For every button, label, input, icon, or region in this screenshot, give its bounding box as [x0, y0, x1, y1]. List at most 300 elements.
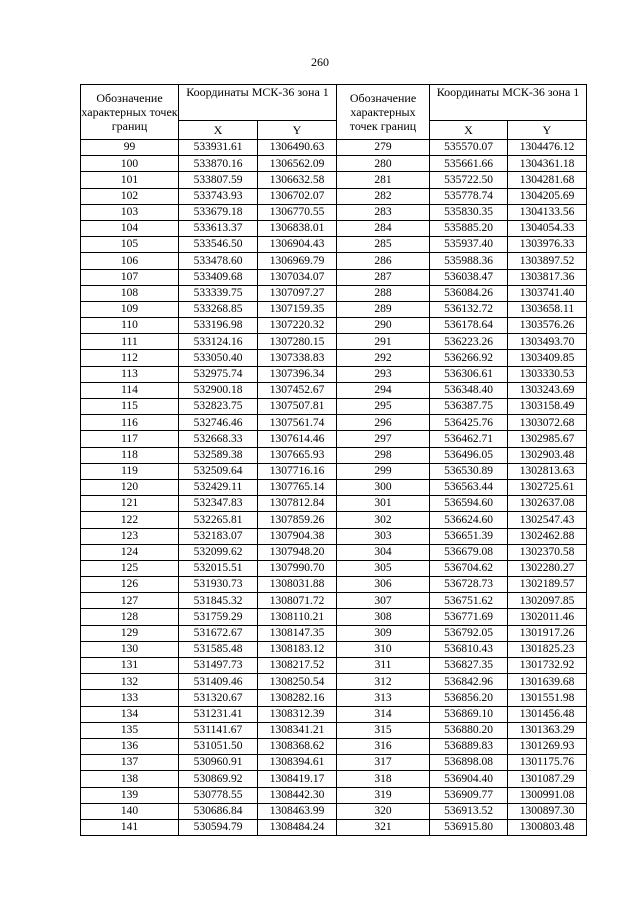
- y-right-cell: 1301456.48: [508, 706, 587, 722]
- table-row: [81, 447, 587, 463]
- x-left-cell: 532668.33: [179, 431, 258, 447]
- x-right-cell: 536306.61: [430, 366, 508, 382]
- y-right-cell: 1303243.69: [508, 382, 587, 398]
- y-left-cell: 1308110.21: [258, 609, 337, 625]
- point-id-right-cell: 297: [337, 431, 430, 447]
- y-right-cell: 1302370.58: [508, 544, 587, 560]
- x-left-cell: 532823.75: [179, 399, 258, 415]
- y-left-cell: 1306702.07: [258, 188, 337, 204]
- point-id-right-cell: 286: [337, 253, 430, 269]
- x-left-cell: 531320.67: [179, 690, 258, 706]
- y-left-cell: 1308312.39: [258, 706, 337, 722]
- point-label-header-right: Обозначение характерных точек границ: [337, 85, 430, 140]
- y-left-cell: 1308463.99: [258, 803, 337, 819]
- y-left-cell: 1307034.07: [258, 269, 337, 285]
- point-id-left-cell: 130: [81, 641, 179, 657]
- x-right-cell: 536889.83: [430, 738, 508, 754]
- y-right-cell: 1302462.88: [508, 528, 587, 544]
- x-right-cell: 536178.64: [430, 318, 508, 334]
- point-id-left-cell: 110: [81, 318, 179, 334]
- x-right-cell: 536904.40: [430, 771, 508, 787]
- point-id-right-cell: 321: [337, 819, 430, 835]
- y-left-cell: 1307904.38: [258, 528, 337, 544]
- x-left-cell: 533870.16: [179, 156, 258, 172]
- point-id-left-cell: 104: [81, 220, 179, 236]
- point-id-left-cell: 114: [81, 382, 179, 398]
- table-row: [81, 528, 587, 544]
- table-row: [81, 431, 587, 447]
- y-right-cell: 1304361.18: [508, 156, 587, 172]
- point-id-left-cell: 102: [81, 188, 179, 204]
- table-row: [81, 237, 587, 253]
- table-row: [81, 301, 587, 317]
- table-row: [81, 690, 587, 706]
- x-right-cell: 536084.26: [430, 285, 508, 301]
- table-row: [81, 706, 587, 722]
- x-right-cell: 536223.26: [430, 334, 508, 350]
- table-row: [81, 674, 587, 690]
- y-left-cell: 1307812.84: [258, 496, 337, 512]
- x-left-cell: 532975.74: [179, 366, 258, 382]
- point-id-right-cell: 319: [337, 787, 430, 803]
- y-right-cell: 1301917.26: [508, 625, 587, 641]
- x-right-cell: 536530.89: [430, 463, 508, 479]
- x-left-cell: 531141.67: [179, 722, 258, 738]
- y-left-cell: 1307396.34: [258, 366, 337, 382]
- table-row: [81, 188, 587, 204]
- point-id-left-cell: 128: [81, 609, 179, 625]
- x-right-cell: 536869.10: [430, 706, 508, 722]
- y-left-cell: 1308071.72: [258, 593, 337, 609]
- point-id-right-cell: 317: [337, 755, 430, 771]
- x-left-cell: 532265.81: [179, 512, 258, 528]
- point-id-left-cell: 117: [81, 431, 179, 447]
- y-right-cell: 1303658.11: [508, 301, 587, 317]
- table-row: [81, 318, 587, 334]
- table-row: [81, 803, 587, 819]
- point-id-left-cell: 140: [81, 803, 179, 819]
- coord-group-header-left: Координаты МСК-36 зона 1: [179, 85, 337, 121]
- y-right-cell: 1302813.63: [508, 463, 587, 479]
- table-row: [81, 204, 587, 220]
- point-id-right-cell: 302: [337, 512, 430, 528]
- point-id-right-cell: 283: [337, 204, 430, 220]
- point-id-left-cell: 109: [81, 301, 179, 317]
- x-right-cell: 535661.66: [430, 156, 508, 172]
- point-id-left-cell: 106: [81, 253, 179, 269]
- table-row: [81, 722, 587, 738]
- x-left-cell: 532183.07: [179, 528, 258, 544]
- y-left-cell: 1308484.24: [258, 819, 337, 835]
- y-right-cell: 1303158.49: [508, 399, 587, 415]
- x-right-cell: 535885.20: [430, 220, 508, 236]
- point-label-header-left: Обозначение характерных точек границ: [81, 85, 179, 140]
- y-left-cell: 1306490.63: [258, 140, 337, 156]
- y-left-cell: 1307507.81: [258, 399, 337, 415]
- point-id-right-cell: 282: [337, 188, 430, 204]
- table-row: [81, 220, 587, 236]
- point-id-left-cell: 107: [81, 269, 179, 285]
- point-id-right-cell: 306: [337, 577, 430, 593]
- x-left-cell: 533679.18: [179, 204, 258, 220]
- table-row: [81, 560, 587, 576]
- y-left-cell: 1308031.88: [258, 577, 337, 593]
- x-left-cell: 532589.38: [179, 447, 258, 463]
- x-right-cell: 536266.92: [430, 350, 508, 366]
- y-right-cell: 1302725.61: [508, 479, 587, 495]
- x-left-cell: 530594.79: [179, 819, 258, 835]
- x-left-cell: 531759.29: [179, 609, 258, 625]
- y-left-cell: 1307452.67: [258, 382, 337, 398]
- y-left-cell: 1306770.55: [258, 204, 337, 220]
- point-id-left-cell: 126: [81, 577, 179, 593]
- point-id-left-cell: 127: [81, 593, 179, 609]
- point-id-right-cell: 295: [337, 399, 430, 415]
- x-right-cell: 535778.74: [430, 188, 508, 204]
- point-id-left-cell: 133: [81, 690, 179, 706]
- point-id-right-cell: 294: [337, 382, 430, 398]
- x-left-cell: 531051.50: [179, 738, 258, 754]
- y-left-cell: 1307859.26: [258, 512, 337, 528]
- y-right-cell: 1301269.93: [508, 738, 587, 754]
- x-left-cell: 533546.50: [179, 237, 258, 253]
- y-left-cell: 1306632.58: [258, 172, 337, 188]
- table-row: [81, 463, 587, 479]
- x-right-cell: 536751.62: [430, 593, 508, 609]
- point-id-right-cell: 312: [337, 674, 430, 690]
- table-row: [81, 658, 587, 674]
- x-left-cell: 530778.55: [179, 787, 258, 803]
- point-id-right-cell: 293: [337, 366, 430, 382]
- y-right-cell: 1302097.85: [508, 593, 587, 609]
- table-row: [81, 140, 587, 156]
- x-left-cell: 533124.16: [179, 334, 258, 350]
- y-right-cell: 1304205.69: [508, 188, 587, 204]
- y-left-cell: 1308217.52: [258, 658, 337, 674]
- x-right-cell: 536132.72: [430, 301, 508, 317]
- x-left-cell: 533268.85: [179, 301, 258, 317]
- point-id-left-cell: 115: [81, 399, 179, 415]
- point-id-left-cell: 113: [81, 366, 179, 382]
- x-right-cell: 535988.36: [430, 253, 508, 269]
- point-id-left-cell: 108: [81, 285, 179, 301]
- x-left-cell: 533196.98: [179, 318, 258, 334]
- table-row: [81, 269, 587, 285]
- x-left-cell: 531231.41: [179, 706, 258, 722]
- x-left-cell: 532746.46: [179, 415, 258, 431]
- table-row: [81, 787, 587, 803]
- table-row: [81, 819, 587, 835]
- y-right-cell: 1301087.29: [508, 771, 587, 787]
- point-id-left-cell: 120: [81, 479, 179, 495]
- y-right-cell: 1302547.43: [508, 512, 587, 528]
- point-id-left-cell: 100: [81, 156, 179, 172]
- point-id-left-cell: 122: [81, 512, 179, 528]
- y-right-cell: 1302903.48: [508, 447, 587, 463]
- y-right-cell: 1302280.27: [508, 560, 587, 576]
- y-left-cell: 1308394.61: [258, 755, 337, 771]
- y-left-cell: 1308147.35: [258, 625, 337, 641]
- point-id-left-cell: 124: [81, 544, 179, 560]
- table-row: [81, 156, 587, 172]
- table-row: [81, 415, 587, 431]
- y-left-cell: 1307561.74: [258, 415, 337, 431]
- point-id-left-cell: 138: [81, 771, 179, 787]
- x-right-cell: 536594.60: [430, 496, 508, 512]
- x-left-cell: 533613.37: [179, 220, 258, 236]
- point-id-right-cell: 292: [337, 350, 430, 366]
- point-id-right-cell: 305: [337, 560, 430, 576]
- y-left-cell: 1306838.01: [258, 220, 337, 236]
- x-left-cell: 533050.40: [179, 350, 258, 366]
- y-right-cell: 1301551.98: [508, 690, 587, 706]
- y-right-cell: 1303072.68: [508, 415, 587, 431]
- table-row: [81, 544, 587, 560]
- x-left-cell: 531672.67: [179, 625, 258, 641]
- point-id-right-cell: 315: [337, 722, 430, 738]
- point-id-right-cell: 298: [337, 447, 430, 463]
- point-id-left-cell: 116: [81, 415, 179, 431]
- x-right-cell: 535830.35: [430, 204, 508, 220]
- table-row: [81, 609, 587, 625]
- x-left-cell: 533339.75: [179, 285, 258, 301]
- x-left-cell: 532347.83: [179, 496, 258, 512]
- table-row: [81, 399, 587, 415]
- coord-group-header-right: Координаты МСК-36 зона 1: [430, 85, 587, 121]
- x-right-cell: 535570.07: [430, 140, 508, 156]
- y-left-cell: 1307220.32: [258, 318, 337, 334]
- y-right-cell: 1303576.26: [508, 318, 587, 334]
- point-id-right-cell: 299: [337, 463, 430, 479]
- point-id-left-cell: 119: [81, 463, 179, 479]
- x-left-cell: 533409.68: [179, 269, 258, 285]
- y-left-cell: 1307614.46: [258, 431, 337, 447]
- x-right-cell: 536651.39: [430, 528, 508, 544]
- table-row: [81, 253, 587, 269]
- x-right-cell: 536679.08: [430, 544, 508, 560]
- table-row: [81, 382, 587, 398]
- y-right-cell: 1303741.40: [508, 285, 587, 301]
- y-left-cell: 1308442.30: [258, 787, 337, 803]
- x-left-cell: 532509.64: [179, 463, 258, 479]
- point-id-left-cell: 139: [81, 787, 179, 803]
- point-id-right-cell: 318: [337, 771, 430, 787]
- y-right-cell: 1303897.52: [508, 253, 587, 269]
- table-row: [81, 755, 587, 771]
- table-row: [81, 366, 587, 382]
- y-right-cell: 1304054.33: [508, 220, 587, 236]
- point-id-right-cell: 296: [337, 415, 430, 431]
- point-id-left-cell: 111: [81, 334, 179, 350]
- x-right-cell: 536348.40: [430, 382, 508, 398]
- point-id-left-cell: 137: [81, 755, 179, 771]
- y-left-cell: 1307338.83: [258, 350, 337, 366]
- point-id-right-cell: 314: [337, 706, 430, 722]
- x-header-left: X: [179, 120, 258, 139]
- table-row: [81, 625, 587, 641]
- point-id-left-cell: 99: [81, 140, 179, 156]
- y-header-right: Y: [508, 120, 587, 139]
- table-row: [81, 496, 587, 512]
- table-row: [81, 512, 587, 528]
- y-left-cell: 1307765.14: [258, 479, 337, 495]
- point-id-right-cell: 291: [337, 334, 430, 350]
- y-left-cell: 1308183.12: [258, 641, 337, 657]
- y-left-cell: 1308419.17: [258, 771, 337, 787]
- coordinates-body: [81, 140, 587, 836]
- point-id-left-cell: 136: [81, 738, 179, 754]
- point-id-right-cell: 304: [337, 544, 430, 560]
- point-id-left-cell: 103: [81, 204, 179, 220]
- y-right-cell: 1302637.08: [508, 496, 587, 512]
- x-right-cell: 536704.62: [430, 560, 508, 576]
- x-right-cell: 536909.77: [430, 787, 508, 803]
- point-id-right-cell: 301: [337, 496, 430, 512]
- table-row: [81, 577, 587, 593]
- y-right-cell: 1301363.29: [508, 722, 587, 738]
- x-right-cell: 536915.80: [430, 819, 508, 835]
- y-left-cell: 1306969.79: [258, 253, 337, 269]
- x-right-cell: 536387.75: [430, 399, 508, 415]
- coordinates-table: [80, 84, 587, 836]
- y-left-cell: 1307665.93: [258, 447, 337, 463]
- y-left-cell: 1307280.15: [258, 334, 337, 350]
- table-row: [81, 771, 587, 787]
- point-id-right-cell: 320: [337, 803, 430, 819]
- table-row: [81, 172, 587, 188]
- y-left-cell: 1307716.16: [258, 463, 337, 479]
- point-id-right-cell: 285: [337, 237, 430, 253]
- x-left-cell: 531845.32: [179, 593, 258, 609]
- x-right-cell: 536462.71: [430, 431, 508, 447]
- y-left-cell: 1307948.20: [258, 544, 337, 560]
- point-id-left-cell: 141: [81, 819, 179, 835]
- point-id-right-cell: 288: [337, 285, 430, 301]
- y-right-cell: 1303330.53: [508, 366, 587, 382]
- y-left-cell: 1306904.43: [258, 237, 337, 253]
- point-id-left-cell: 121: [81, 496, 179, 512]
- y-right-cell: 1300897.30: [508, 803, 587, 819]
- point-id-right-cell: 310: [337, 641, 430, 657]
- point-id-right-cell: 311: [337, 658, 430, 674]
- x-left-cell: 530686.84: [179, 803, 258, 819]
- y-left-cell: 1306562.09: [258, 156, 337, 172]
- x-left-cell: 532015.51: [179, 560, 258, 576]
- y-right-cell: 1301732.92: [508, 658, 587, 674]
- point-id-right-cell: 309: [337, 625, 430, 641]
- y-header-left: Y: [258, 120, 337, 139]
- y-left-cell: 1307097.27: [258, 285, 337, 301]
- point-id-left-cell: 135: [81, 722, 179, 738]
- x-right-cell: 536856.20: [430, 690, 508, 706]
- x-right-cell: 536827.35: [430, 658, 508, 674]
- table-row: [81, 593, 587, 609]
- x-right-cell: 536496.05: [430, 447, 508, 463]
- table-row: [81, 334, 587, 350]
- point-id-left-cell: 131: [81, 658, 179, 674]
- x-left-cell: 533931.61: [179, 140, 258, 156]
- y-right-cell: 1302985.67: [508, 431, 587, 447]
- y-left-cell: 1308250.54: [258, 674, 337, 690]
- point-id-right-cell: 303: [337, 528, 430, 544]
- x-left-cell: 533807.59: [179, 172, 258, 188]
- point-id-left-cell: 105: [81, 237, 179, 253]
- x-left-cell: 531585.48: [179, 641, 258, 657]
- y-right-cell: 1303409.85: [508, 350, 587, 366]
- x-left-cell: 533743.93: [179, 188, 258, 204]
- y-right-cell: 1304133.56: [508, 204, 587, 220]
- table-row: [81, 479, 587, 495]
- point-id-left-cell: 132: [81, 674, 179, 690]
- x-right-cell: 536425.76: [430, 415, 508, 431]
- y-left-cell: 1307990.70: [258, 560, 337, 576]
- y-right-cell: 1300991.08: [508, 787, 587, 803]
- x-right-cell: 536913.52: [430, 803, 508, 819]
- x-left-cell: 532429.11: [179, 479, 258, 495]
- x-right-cell: 536038.47: [430, 269, 508, 285]
- y-right-cell: 1302011.46: [508, 609, 587, 625]
- x-left-cell: 532900.18: [179, 382, 258, 398]
- point-id-left-cell: 123: [81, 528, 179, 544]
- point-id-right-cell: 279: [337, 140, 430, 156]
- x-right-cell: 535937.40: [430, 237, 508, 253]
- table-row: [81, 738, 587, 754]
- table-row: [81, 350, 587, 366]
- point-id-right-cell: 313: [337, 690, 430, 706]
- x-left-cell: 533478.60: [179, 253, 258, 269]
- y-right-cell: 1303976.33: [508, 237, 587, 253]
- y-right-cell: 1304281.68: [508, 172, 587, 188]
- x-right-cell: 536771.69: [430, 609, 508, 625]
- point-id-right-cell: 287: [337, 269, 430, 285]
- x-right-cell: 536810.43: [430, 641, 508, 657]
- y-right-cell: 1301825.23: [508, 641, 587, 657]
- x-left-cell: 530869.92: [179, 771, 258, 787]
- point-id-left-cell: 112: [81, 350, 179, 366]
- x-right-cell: 536728.73: [430, 577, 508, 593]
- y-left-cell: 1308341.21: [258, 722, 337, 738]
- point-id-right-cell: 307: [337, 593, 430, 609]
- x-left-cell: 532099.62: [179, 544, 258, 560]
- x-header-right: X: [430, 120, 508, 139]
- point-id-right-cell: 281: [337, 172, 430, 188]
- x-right-cell: 536563.44: [430, 479, 508, 495]
- x-left-cell: 531409.46: [179, 674, 258, 690]
- point-id-right-cell: 284: [337, 220, 430, 236]
- point-id-right-cell: 300: [337, 479, 430, 495]
- point-id-left-cell: 129: [81, 625, 179, 641]
- x-right-cell: 535722.50: [430, 172, 508, 188]
- point-id-left-cell: 134: [81, 706, 179, 722]
- y-right-cell: 1300803.48: [508, 819, 587, 835]
- point-id-right-cell: 308: [337, 609, 430, 625]
- point-id-right-cell: 316: [337, 738, 430, 754]
- x-right-cell: 536792.05: [430, 625, 508, 641]
- x-right-cell: 536624.60: [430, 512, 508, 528]
- point-id-left-cell: 125: [81, 560, 179, 576]
- y-right-cell: 1303817.36: [508, 269, 587, 285]
- x-right-cell: 536880.20: [430, 722, 508, 738]
- point-id-right-cell: 280: [337, 156, 430, 172]
- table-row: [81, 641, 587, 657]
- y-right-cell: 1302189.57: [508, 577, 587, 593]
- x-right-cell: 536898.08: [430, 755, 508, 771]
- point-id-right-cell: 289: [337, 301, 430, 317]
- x-left-cell: 531497.73: [179, 658, 258, 674]
- y-right-cell: 1304476.12: [508, 140, 587, 156]
- point-id-right-cell: 290: [337, 318, 430, 334]
- y-right-cell: 1301175.76: [508, 755, 587, 771]
